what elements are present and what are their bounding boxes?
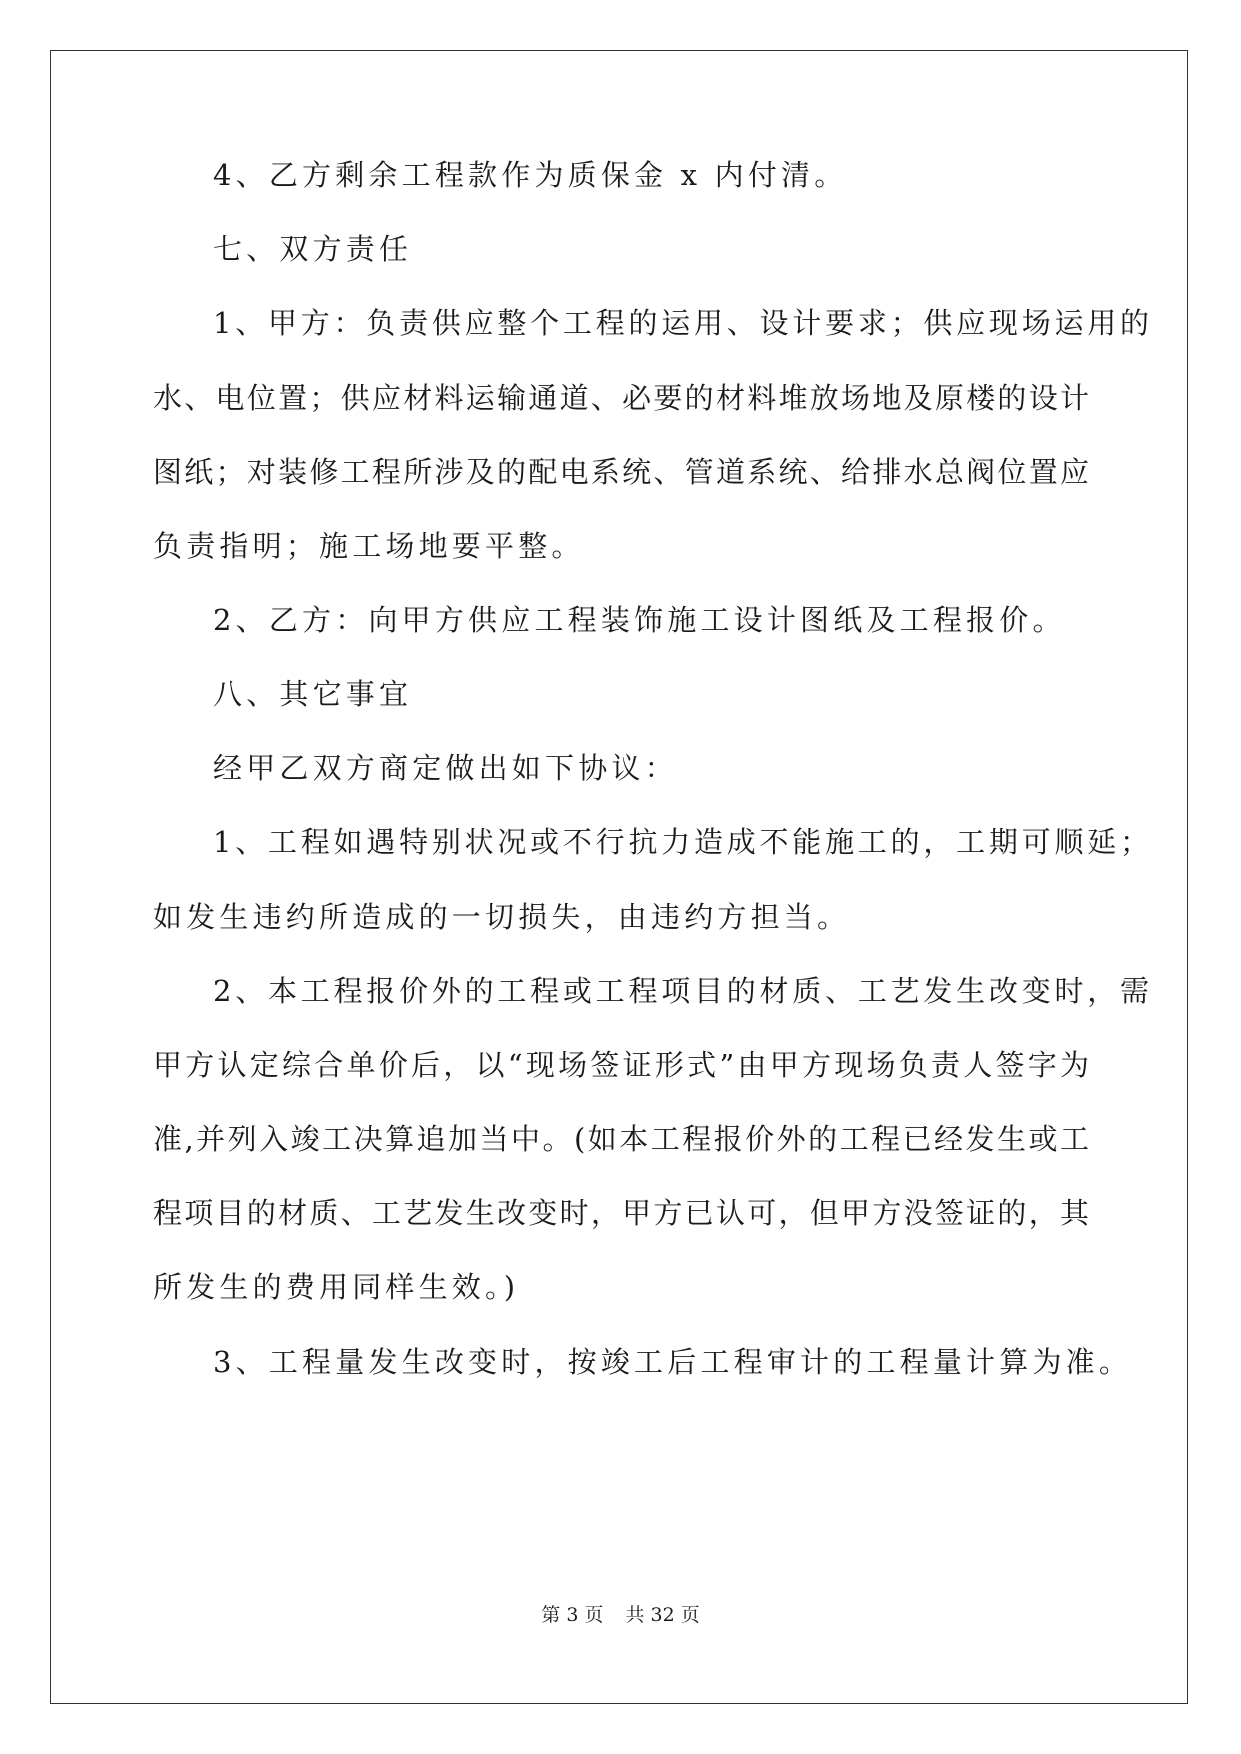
- page-total: 共 32 页: [625, 1604, 700, 1626]
- paragraph-line: 甲方认定综合单价后，以“现场签证形式”由甲方现场负责人签字为: [153, 1048, 1089, 1082]
- paragraph-line: 水、电位置；供应材料运输通道、必要的材料堆放场地及原楼的设计: [153, 381, 1089, 415]
- paragraph-line: 负责指明；施工场地要平整。: [153, 529, 585, 563]
- page-border: [50, 50, 1188, 1704]
- paragraph-line: 4、乙方剩余工程款作为质保金 x 内付清。: [213, 158, 848, 192]
- page-footer: [0, 1603, 1241, 1627]
- paragraph-line: 2、乙方：向甲方供应工程装饰施工设计图纸及工程报价。: [213, 603, 1066, 637]
- paragraph-line: 准,并列入竣工决算追加当中。(如本工程报价外的工程已经发生或工: [153, 1122, 1089, 1156]
- section-heading: 八、其它事宜: [213, 677, 413, 711]
- paragraph-line: 1、工程如遇特别状况或不行抗力造成不能施工的，工期可顺延；: [213, 825, 1149, 859]
- paragraph-line: 图纸；对装修工程所涉及的配电系统、管道系统、给排水总阀位置应: [153, 455, 1089, 489]
- page-number: 第 3 页: [541, 1604, 604, 1626]
- paragraph-line: 如发生违约所造成的一切损失，由违约方担当。: [153, 900, 851, 934]
- paragraph-line: 3、工程量发生改变时，按竣工后工程审计的工程量计算为准。: [213, 1345, 1133, 1379]
- paragraph-line: 程项目的材质、工艺发生改变时，甲方已认可，但甲方没签证的，其: [153, 1196, 1089, 1230]
- paragraph-line: 所发生的费用同样生效。): [153, 1270, 520, 1304]
- section-heading: 七、双方责任: [213, 232, 413, 266]
- paragraph-line: 2、本工程报价外的工程或工程项目的材质、工艺发生改变时，需: [213, 974, 1149, 1008]
- paragraph-line: 1、甲方：负责供应整个工程的运用、设计要求；供应现场运用的: [213, 306, 1149, 340]
- paragraph-line: 经甲乙双方商定做出如下协议：: [213, 751, 678, 785]
